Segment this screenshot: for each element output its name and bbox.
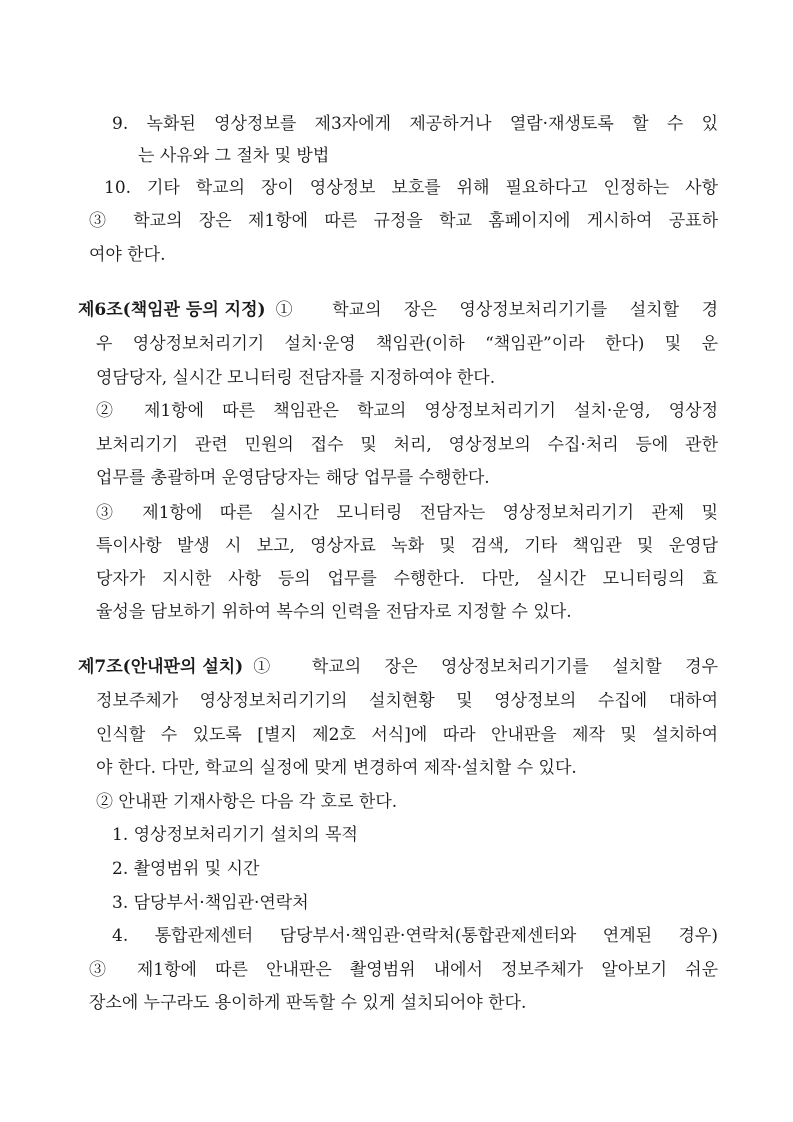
list-item-1: 1. 영상정보처리기기 설치의 목적 <box>112 825 358 845</box>
article-6-para-2-line2: 보처리기기 관련 민원의 접수 및 처리, 영상정보의 수집·처리 등에 관한 <box>96 435 718 455</box>
article-7-para-2: ② 안내판 기재사항은 다음 각 호로 한다. <box>96 792 398 812</box>
article-6-para-2-line3: 업무를 총괄하며 운영담당자는 해당 업무를 수행한다. <box>96 468 490 488</box>
paragraph-3-line2: 여야 한다. <box>89 245 166 265</box>
article-7-para-1-line4: 야 한다. 다만, 학교의 실정에 맞게 변경하여 제작·설치할 수 있다. <box>96 758 577 778</box>
article-7-heading: 제7조(안내판의 설치) <box>78 657 244 677</box>
list-item-2: 2. 촬영범위 및 시간 <box>112 859 260 879</box>
list-item-9-line1: 9. 녹화된 영상정보를 제3자에게 제공하거나 열람·재생토록 할 수 있 <box>112 114 718 134</box>
list-item-10: 10. 기타 학교의 장이 영상정보 보호를 위해 필요하다고 인정하는 사항 <box>104 178 718 198</box>
article-7-para-1-line3: 인식할 수 있도록 [별지 제2호 서식]에 따라 안내판을 제작 및 설치하여 <box>96 725 718 745</box>
article-6-first-line <box>78 299 718 321</box>
article-6-para-1-line1: ① 학교의 장은 영상정보처리기기를 설치할 경 <box>275 300 718 320</box>
article-7-para-3-line1: ③ 제1항에 따른 안내판은 촬영범위 내에서 정보주체가 알아보기 쉬운 <box>89 960 718 980</box>
article-7-para-3-line2: 장소에 누구라도 용이하게 판독할 수 있게 설치되어야 한다. <box>89 993 527 1013</box>
paragraph-3-line1: ③ 학교의 장은 제1항에 따른 규정을 학교 홈페이지에 게시하여 공표하 <box>89 211 718 231</box>
article-6-para-3-line1: ③ 제1항에 따른 실시간 모니터링 전담자는 영상정보처리기기 관제 및 <box>96 503 718 523</box>
article-7-para-1-line2: 정보주체가 영상정보처리기기의 설치현황 및 영상정보의 수집에 대하여 <box>96 691 718 711</box>
article-6-para-3-line2: 특이사항 발생 시 보고, 영상자료 녹화 및 검색, 기타 책임관 및 운영담 <box>96 536 718 556</box>
list-item-4: 4. 통합관제센터 담당부서·책임관·연락처(통합관제센터와 연계된 경우) <box>112 926 718 946</box>
article-6-para-1-line2: 우 영상정보처리기기 설치·운영 책임관(이하 “책임관”이라 한다) 및 운 <box>96 334 718 354</box>
article-7-para-1-line1: ① 학교의 장은 영상정보처리기기를 설치할 경우 <box>253 657 718 677</box>
article-7-first-line <box>78 656 718 678</box>
article-6-heading: 제6조(책임관 등의 지정) <box>78 300 266 320</box>
article-6-para-3-line3: 당자가 지시한 사항 등의 업무를 수행한다. 다만, 실시간 모니터링의 효 <box>96 569 718 589</box>
article-6-para-2-line1: ② 제1항에 따른 책임관은 학교의 영상정보처리기기 설치·운영, 영상정 <box>96 401 718 421</box>
article-6-para-1-line3: 영담당자, 실시간 모니터링 전담자를 지정하여야 한다. <box>96 368 496 388</box>
list-item-9-line2: 는 사유와 그 절차 및 방법 <box>138 146 330 166</box>
list-item-3: 3. 담당부서·책임관·연락처 <box>112 893 309 913</box>
article-6-para-3-line4: 율성을 담보하기 위하여 복수의 인력을 전담자로 지정할 수 있다. <box>96 602 572 622</box>
